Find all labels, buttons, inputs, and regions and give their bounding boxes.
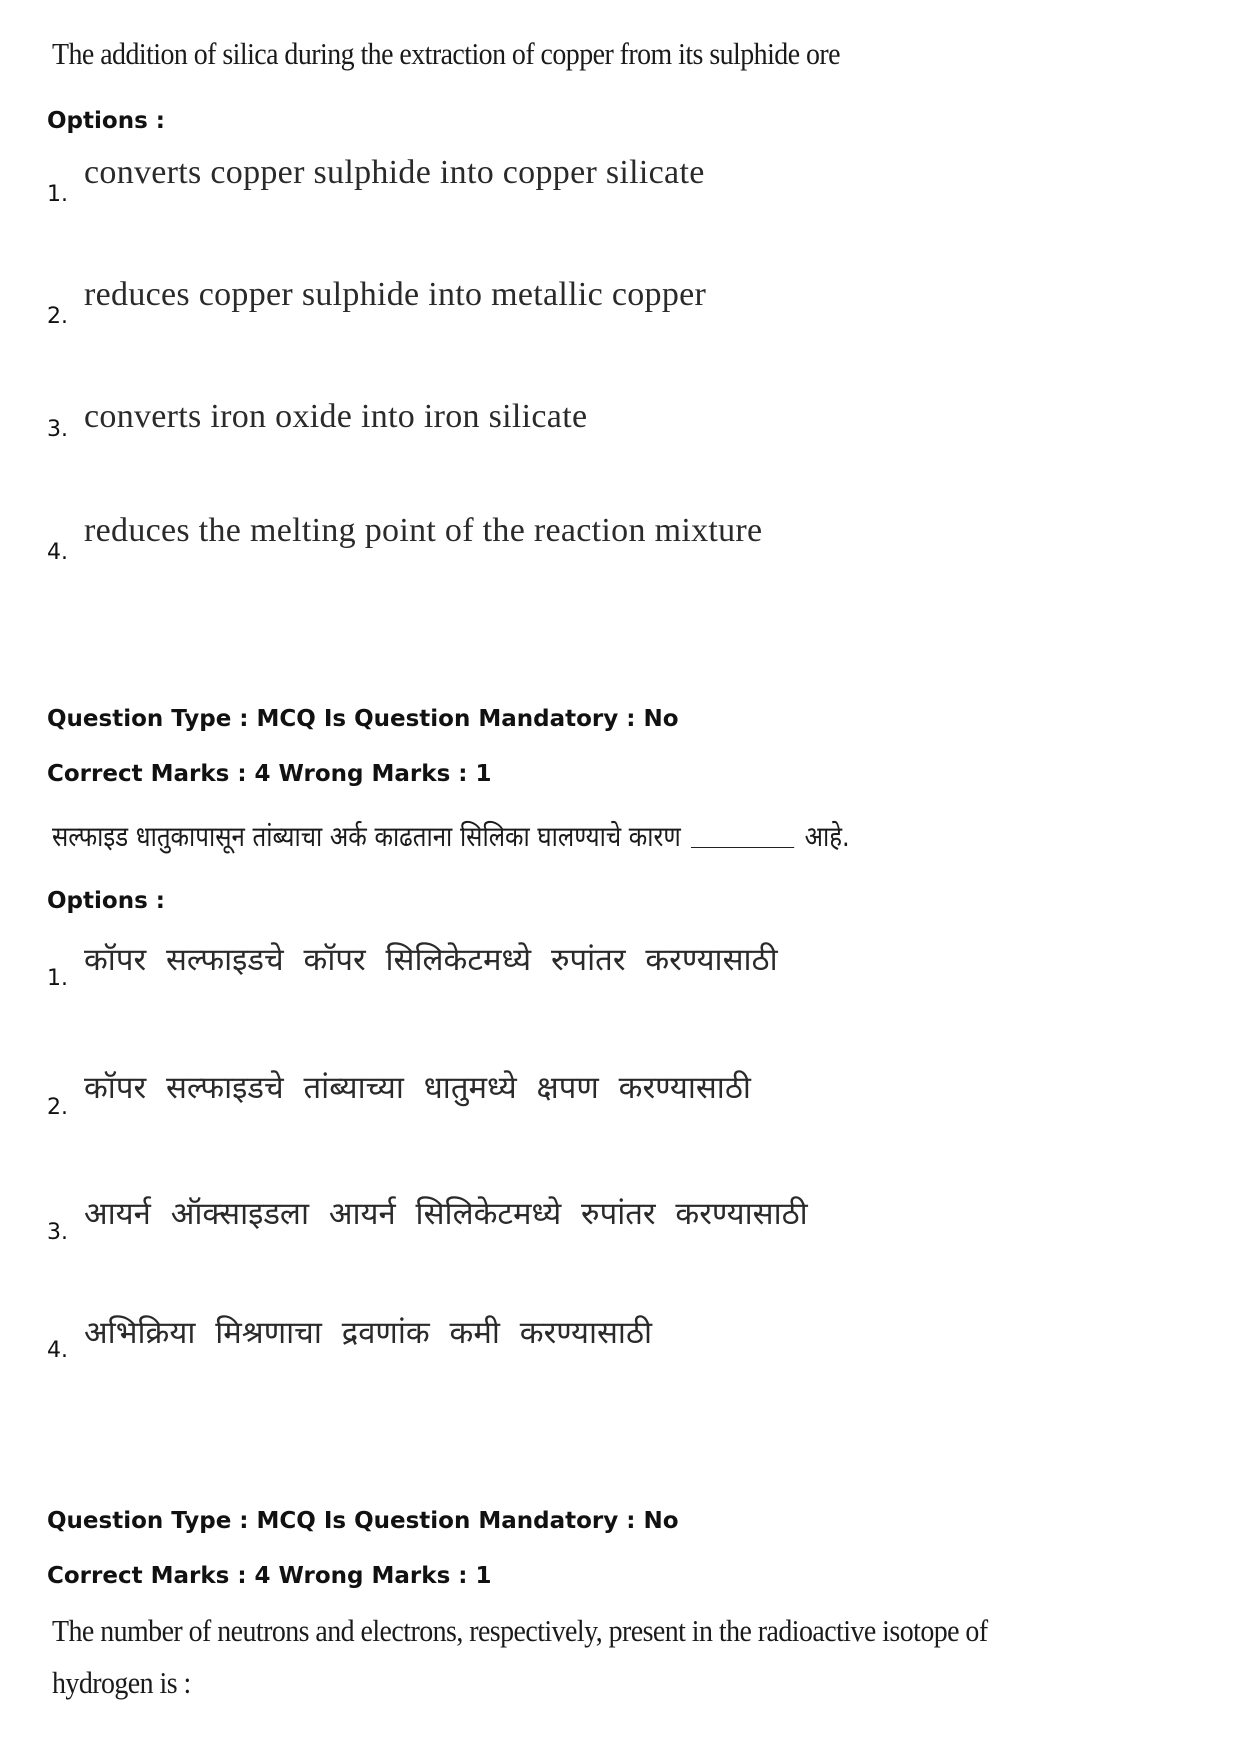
question-type-meta: Question Type : MCQ Is Question Mandatory : No	[47, 706, 679, 732]
option-text: converts copper sulphide into copper silicate	[84, 154, 705, 191]
option-number: 4.	[47, 1338, 68, 1363]
question-stem-marathi	[52, 817, 850, 855]
option-text: converts iron oxide into iron silicate	[84, 398, 588, 435]
question-marks-meta: Correct Marks : 4 Wrong Marks : 1	[47, 1563, 492, 1589]
option-number: 1.	[47, 182, 68, 207]
question-type-meta: Question Type : MCQ Is Question Mandatory : No	[47, 1508, 679, 1534]
option-number: 3.	[47, 1220, 68, 1245]
option-number: 1.	[47, 966, 68, 991]
stem-text-end: आहे.	[804, 820, 850, 853]
option-text: reduces copper sulphide into metallic copper	[84, 276, 707, 313]
answer-blank	[691, 847, 794, 848]
option-number: 2.	[47, 304, 68, 329]
options-label: Options :	[47, 108, 165, 134]
option-text: reduces the melting point of the reaction mixture	[84, 512, 763, 549]
option-number: 2.	[47, 1095, 68, 1120]
option-number: 4.	[47, 540, 68, 565]
option-text: आयर्न ऑक्साइडला आयर्न सिलिकेटमध्ये रुपांतर करण्यासाठी	[84, 1196, 808, 1232]
question-stem: The number of neutrons and electrons, respectively, present in the radioactive isotope of	[52, 1613, 988, 1648]
question-stem: The addition of silica during the extraction of copper from its sulphide ore	[52, 36, 840, 71]
option-text: कॉपर सल्फाइडचे तांब्याच्या धातुमध्ये क्षपण करण्यासाठी	[84, 1070, 751, 1106]
stem-text: सल्फाइड धातुकापासून तांब्याचा अर्क काढताना सिलिका घालण्याचे कारण	[52, 820, 681, 853]
option-text: कॉपर सल्फाइडचे कॉपर सिलिकेटमध्ये रुपांतर करण्यासाठी	[84, 942, 778, 978]
option-text: अभिक्रिया मिश्रणाचा द्रवणांक कमी करण्यासाठी	[84, 1315, 653, 1351]
options-label: Options :	[47, 888, 165, 914]
question-marks-meta: Correct Marks : 4 Wrong Marks : 1	[47, 761, 492, 787]
option-number: 3.	[47, 417, 68, 442]
question-stem-continued: hydrogen is :	[52, 1665, 191, 1700]
